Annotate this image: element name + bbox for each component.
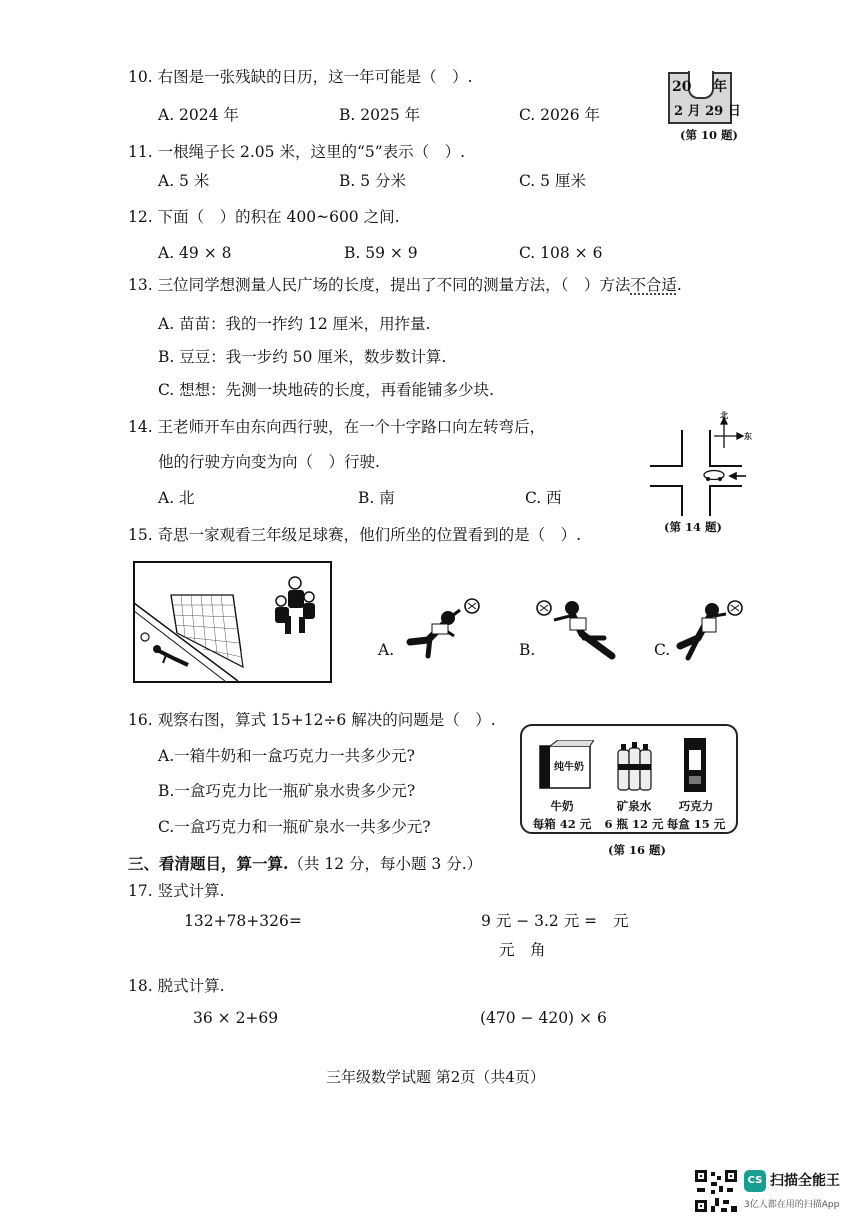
crossroad-figure [640,408,770,518]
chocolate-box-icon [680,736,710,794]
section-3-heading [128,856,482,873]
calendar-torn-gap [688,71,714,99]
q10-option-b: B. 2025 年 [339,106,421,124]
q17-stem: 17. 竖式计算. [128,882,225,900]
q18-expr-1: 36 × 2+69 [193,1009,279,1027]
compass-east-label: 东 [744,431,752,441]
product-price-milk: 每箱 42 元 [532,817,592,831]
car-icon [704,471,724,482]
calendar-year-prefix: 20 [672,79,692,95]
q16-caption: (第 16 题) [608,843,666,857]
product-name-water: 矿泉水 [616,799,652,813]
camscanner-logo-icon: CS [744,1170,766,1192]
q15-option-b: B. [519,641,536,659]
q14-stem-line2: 他的行驶方向变为向（ ）行驶. [158,453,380,471]
q15-option-a: A. [378,641,395,659]
q18-stem: 18. 脱式计算. [128,977,225,995]
camscanner-brand: 扫描全能王 [770,1173,840,1189]
road-corner-bottom-left [650,486,682,516]
q16-stem: 16. 观察右图，算式 15+12÷6 解决的问题是（ ）. [128,711,496,729]
q17-expr-1: 132+78+326= [184,912,302,930]
q15-stem: 15. 奇思一家观看三年级足球赛，他们所坐的位置看到的是（ ）. [128,526,582,544]
milk-box-icon [538,740,594,792]
section-3-note: （共 12 分，每小题 3 分.） [288,855,483,873]
compass-icon [714,418,743,448]
q10-stem: 10. 右图是一张残缺的日历，这一年可能是（ ）. [128,68,473,86]
water-bottles-icon [614,736,656,792]
q15-view-c-image [668,596,748,664]
product-name-milk: 牛奶 [550,799,574,813]
q10-option-a: A. 2024 年 [158,106,239,124]
q13-stem-pre: 13. 三位同学想测量人民广场的长度，提出了不同的测量方法，（ ）方法 [128,276,631,294]
q15-view-a-image [398,596,490,664]
product-price-chocolate: 每盒 15 元 [666,817,726,831]
q13-option-b: B. 豆豆：我一步约 50 厘米，数步数计算. [158,348,447,366]
q13-stem-end: . [676,276,682,294]
q15-view-b-image [532,596,622,666]
q12-option-c: C. 108 × 6 [519,244,603,262]
q12-option-a: A. 49 × 8 [158,244,232,262]
price-figure [520,724,738,834]
stadium-scene-figure [133,561,332,683]
q16-option-b: B.一盒巧克力比一瓶矿泉水贵多少元? [158,782,416,800]
q10-caption: (第 10 题) [680,128,738,142]
calendar-date: 2 月 29 日 [674,104,741,119]
q14-stem-line1: 14. 王老师开车由东向西行驶，在一个十字路口向左转弯后， [128,418,546,436]
camscanner-tagline: 3亿人都在用的扫描App [744,1200,840,1210]
q16-option-a: A.一箱牛奶和一盒巧克力一共多少元? [158,747,415,765]
q13-option-a: A. 苗苗：我的一拃约 12 厘米，用拃量. [158,315,431,333]
q11-option-c: C. 5 厘米 [519,172,586,190]
direction-arrow-icon [730,473,746,479]
compass-north-label: 北 [720,410,728,420]
q17-expr-2: 9 元 − 3.2 元 = [481,912,598,930]
qr-code-icon[interactable] [693,1168,739,1214]
section-3-title: 三、看清题目，算一算. [128,854,289,873]
q13-stem [128,278,682,294]
road-corner-top-left [650,430,682,466]
ball-icon [141,633,149,641]
q18-expr-2: (470 − 420) × 6 [480,1009,607,1027]
q12-option-b: B. 59 × 9 [344,244,418,262]
q14-option-b: B. 南 [358,489,395,507]
q13-option-c: C. 想想：先测一块地砖的长度，再看能铺多少块. [158,381,495,399]
q15-option-c: C. [654,641,671,659]
page-footer: 三年级数学试题 第2页（共4页） [326,1068,545,1086]
q11-stem: 11. 一根绳子长 2.05 米，这里的“5”表示（ ）. [128,143,466,161]
milk-box-text: 纯牛奶 [554,762,584,773]
product-name-chocolate: 巧克力 [678,799,714,813]
q10-option-c: C. 2026 年 [519,106,601,124]
q16-option-c: C.一盒巧克力和一瓶矿泉水一共多少元? [158,818,431,836]
q14-caption: (第 14 题) [664,520,722,534]
q14-option-c: C. 西 [525,489,562,507]
q11-option-b: B. 5 分米 [339,172,407,190]
q12-stem: 12. 下面（ ）的积在 400~600 之间. [128,208,400,226]
road-corner-bottom-right [710,486,742,516]
q17-unit-yuan: 元 [613,912,629,930]
q17-unit-yuan-jiao: 元 角 [499,941,546,959]
q11-option-a: A. 5 米 [158,172,210,190]
q13-stem-emphasis: 不合适 [630,276,677,294]
product-price-water: 6 瓶 12 元 [604,817,664,831]
calendar-year-suffix: 年 [713,79,727,95]
q14-option-a: A. 北 [158,489,195,507]
torn-calendar-figure [668,72,741,124]
